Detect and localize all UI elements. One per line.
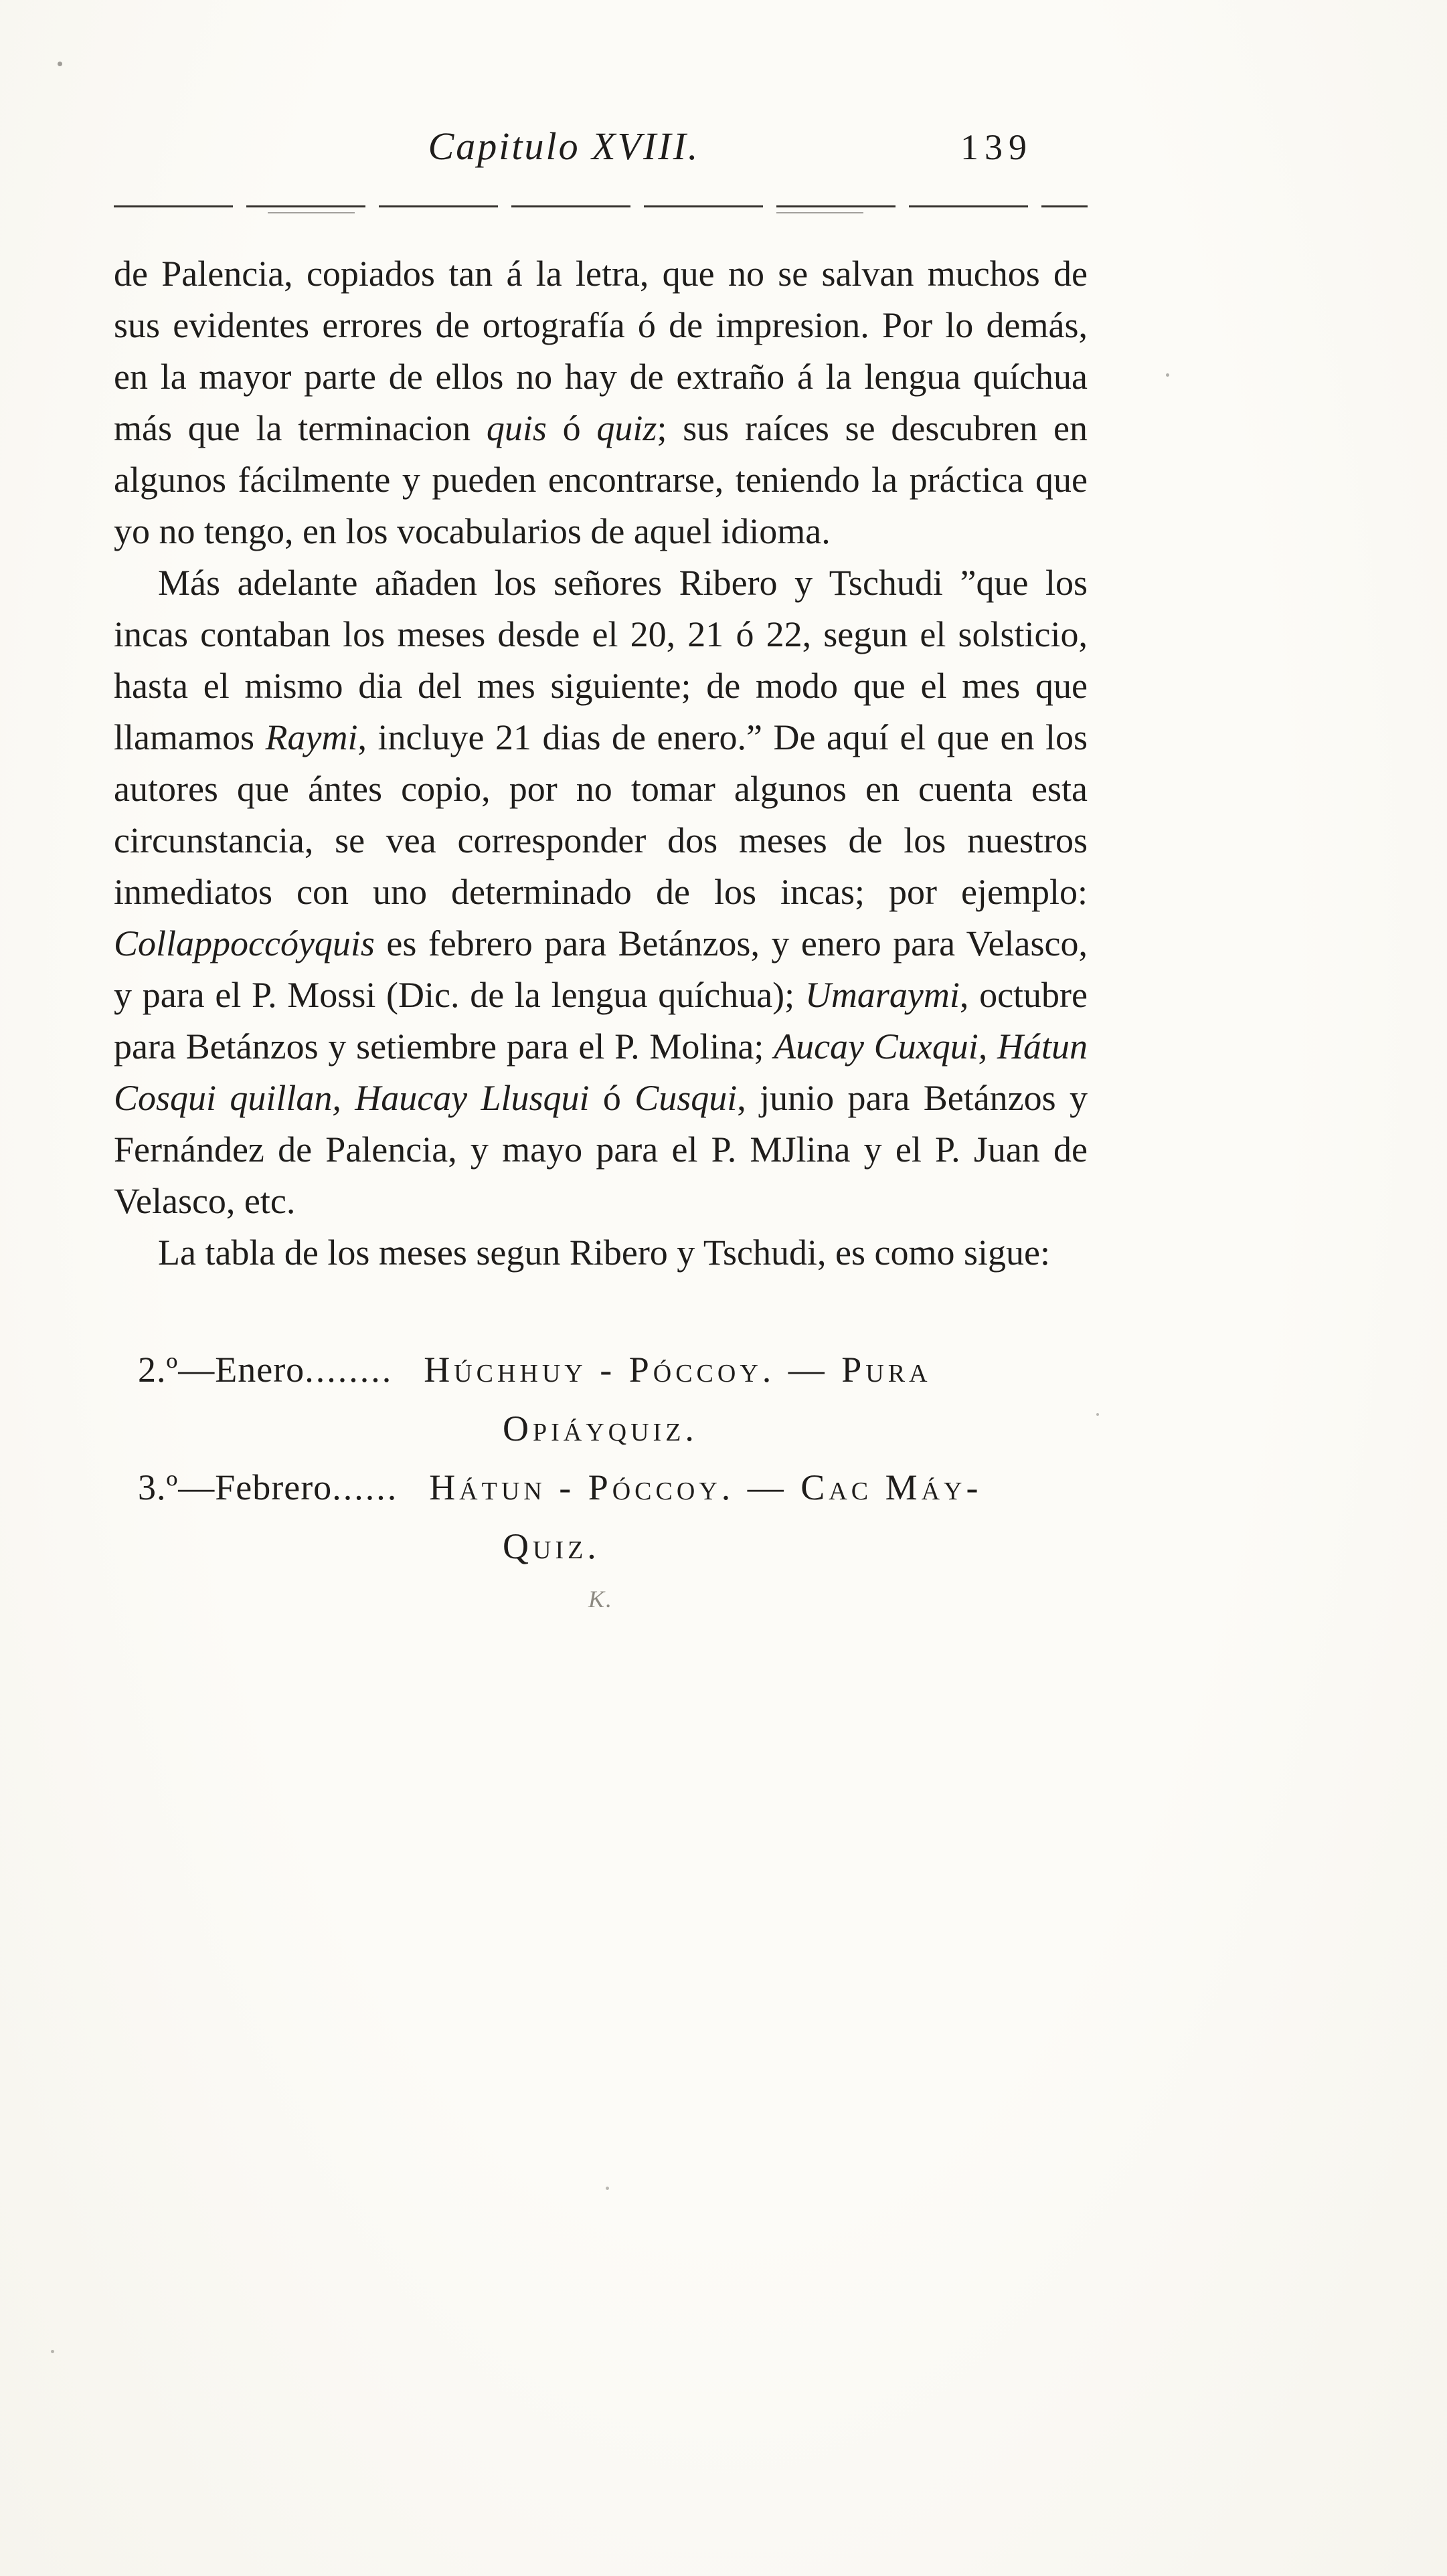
entry-continuation: Quiz.	[503, 1526, 600, 1566]
entry-dots: ........	[305, 1350, 394, 1390]
scan-speck	[606, 2187, 609, 2190]
table-entry-line	[138, 1458, 1088, 1517]
entry-continuation: Opiáyquiz.	[503, 1408, 698, 1449]
paragraph: de Palencia, copiados tan á la letra, que no se salvan muchos de sus evidentes errores de ortografía ó de impresion. Por lo demás, en la mayor parte de ellos no hay de extraño á la lengua quíchua más que la terminacion quis ó quiz; sus raíces se descubren en algunos fácilmente y pueden encontrarse, teniendo la práctica que yo no tengo, en los vocabularios de aquel idioma.	[114, 254, 1088, 551]
header-rule-fragment	[114, 212, 1088, 213]
text-column	[114, 124, 1088, 1613]
header-rule-main	[114, 205, 1088, 207]
month-table	[114, 1340, 1088, 1576]
paragraph: Más adelante añaden los señores Ribero y Tschudi ”que los incas contaban los meses desde el 20, 21 ó 22, segun el solsticio, hasta el mismo dia del mes siguiente; de modo que el mes que llamamos Raymi, incluye 21 dias de enero.” De aquí el que en los autores que ántes copio, por no tomar algunos en cuenta esta circunstancia, se vea corresponder dos meses de los nuestros inmediatos con uno determinado de los incas; por ejemplo: Collappoccóyquis es febrero para Betánzos, y enero para Velasco, y para el P. Mossi (Dic. de la lengua quíchua); Umaraymi, octubre para Betánzos y setiembre para el P. Molina; Aucay Cuxqui, Hátun Cosqui quillan, Haucay Llusqui ó Cusqui, junio para Betánzos y Fernández de Palencia, y mayo para el P. MJlina y el P. Juan de Velasco, etc.	[114, 563, 1088, 1221]
scan-speck	[51, 2350, 54, 2353]
entry-name: Hátun - Póccoy. — Cac Máy-	[429, 1467, 983, 1507]
entry-dots: ......	[332, 1467, 399, 1507]
entry-ordinal: 2.º—Enero	[138, 1350, 305, 1390]
header-rule	[114, 205, 1088, 213]
entry-name: Húchhuy - Póccoy. — Pura	[424, 1350, 932, 1390]
table-entry-line	[138, 1340, 1088, 1399]
running-head	[114, 124, 1088, 179]
entry-ordinal: 3.º—Febrero	[138, 1467, 333, 1507]
page-number: 139	[960, 127, 1033, 167]
scan-speck	[58, 62, 62, 66]
scan-speck	[1166, 373, 1169, 377]
paragraph: La tabla de los meses segun Ribero y Tschudi, es como sigue:	[158, 1232, 1050, 1273]
body-text	[114, 248, 1088, 1279]
table-entry	[138, 1458, 1088, 1576]
chapter-title: Capitulo XVIII.	[428, 124, 700, 168]
table-entry	[138, 1340, 1088, 1458]
scan-speck	[1096, 1413, 1099, 1416]
signature-mark: K.	[588, 1586, 613, 1613]
